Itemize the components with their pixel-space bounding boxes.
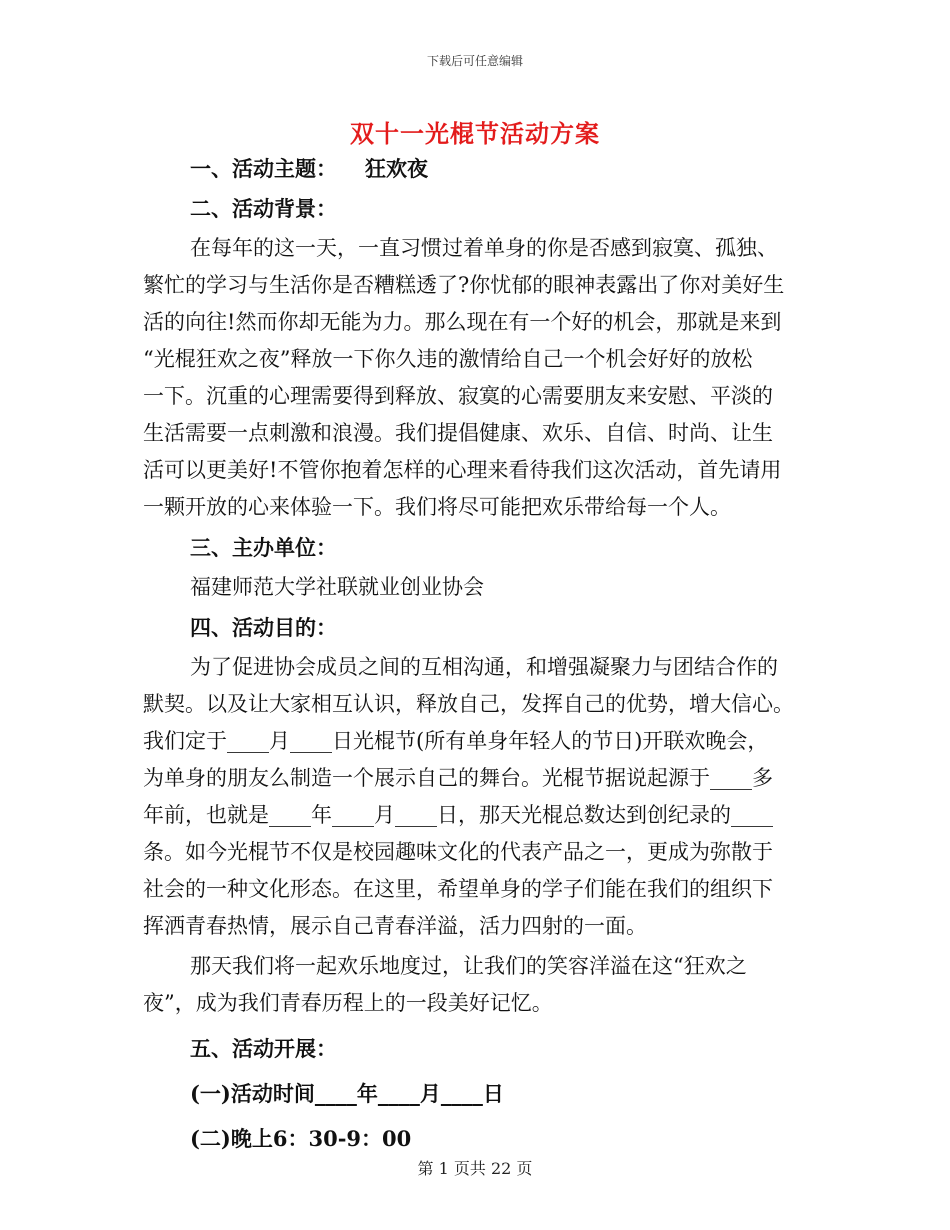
paragraph-line: “光棍狂欢之夜”释放一下你久违的激情给自己一个机会好好的放松 — [143, 347, 753, 371]
paragraph-line: 在每年的这一天，一直习惯过着单身的你是否感到寂寞、孤独、 — [190, 236, 778, 260]
page-footer: 第 1 页共 22 页 — [417, 1159, 533, 1178]
paragraph-line: 一下。沉重的心理需要得到释放、寂寞的心需要朋友来安慰、平淡的 — [143, 384, 773, 408]
paragraph-line: 默契。以及让大家相互认识，释放自己，发挥自己的优势，增大信心。 — [143, 692, 794, 716]
paragraph-line: 活的向往!然而你却无能为力。那么现在有一个好的机会，那就是来到 — [143, 310, 782, 334]
paragraph-line: 那天我们将一起欢乐地度过，让我们的笑容洋溢在这“狂欢之 — [190, 954, 747, 978]
paragraph-line: 繁忙的学习与生活你是否糟糕透了?你忧郁的眼神表露出了你对美好生 — [143, 273, 785, 297]
document-body — [143, 150, 809, 1157]
paragraph-line: 为了促进协会成员之间的互相沟通，和增强凝聚力与团结合作的 — [190, 655, 778, 679]
document-title: 双十一光棍节活动方案 — [350, 119, 600, 148]
theme-label: 一、活动主题： — [190, 156, 337, 181]
execution-heading: 五、活动开展： — [190, 1036, 337, 1061]
paragraph-line: 年前，也就是____年____月____日，那天光棍总数达到创纪录的____ — [143, 803, 773, 827]
paragraph-line: 社会的一种文化形态。在这里，希望单身的学子们能在我们的组织下 — [143, 877, 773, 901]
header-note: 下载后可任意编辑 — [426, 54, 523, 68]
organizer-heading: 三、主办单位： — [190, 535, 337, 560]
paragraph-line: 生活需要一点刺激和浪漫。我们提倡健康、欢乐、自信、时尚、让生 — [143, 421, 773, 445]
theme-heading — [190, 150, 809, 187]
execution-item: (一)活动时间____年____月____日 — [190, 1081, 504, 1106]
organizer-value: 福建师范大学社联就业创业协会 — [190, 575, 484, 599]
paragraph-line: 夜”，成为我们青春历程上的一段美好记忆。 — [143, 991, 553, 1015]
paragraph-line: 我们定于____月____日光棍节(所有单身年轻人的节日)开联欢晚会， — [143, 729, 769, 753]
execution-item: (二)晚上6：30-9：00 — [190, 1126, 412, 1151]
paragraph-line: 条。如今光棍节不仅是校园趣味文化的代表产品之一，更成为弥散于 — [143, 840, 773, 864]
paragraph-line: 为单身的朋友么制造一个展示自己的舞台。光棍节据说起源于____多 — [143, 766, 773, 790]
theme-value: 狂欢夜 — [365, 156, 428, 181]
paragraph-line: 挥洒青春热情，展示自己青春洋溢，活力四射的一面。 — [143, 914, 647, 938]
paragraph-line: 一颗开放的心来体验一下。我们将尽可能把欢乐带给每一个人。 — [143, 495, 731, 519]
paragraph-line: 活可以更美好!不管你抱着怎样的心理来看待我们这次活动，首先请用 — [143, 458, 782, 482]
background-heading: 二、活动背景： — [190, 196, 337, 221]
purpose-heading: 四、活动目的： — [190, 615, 337, 640]
